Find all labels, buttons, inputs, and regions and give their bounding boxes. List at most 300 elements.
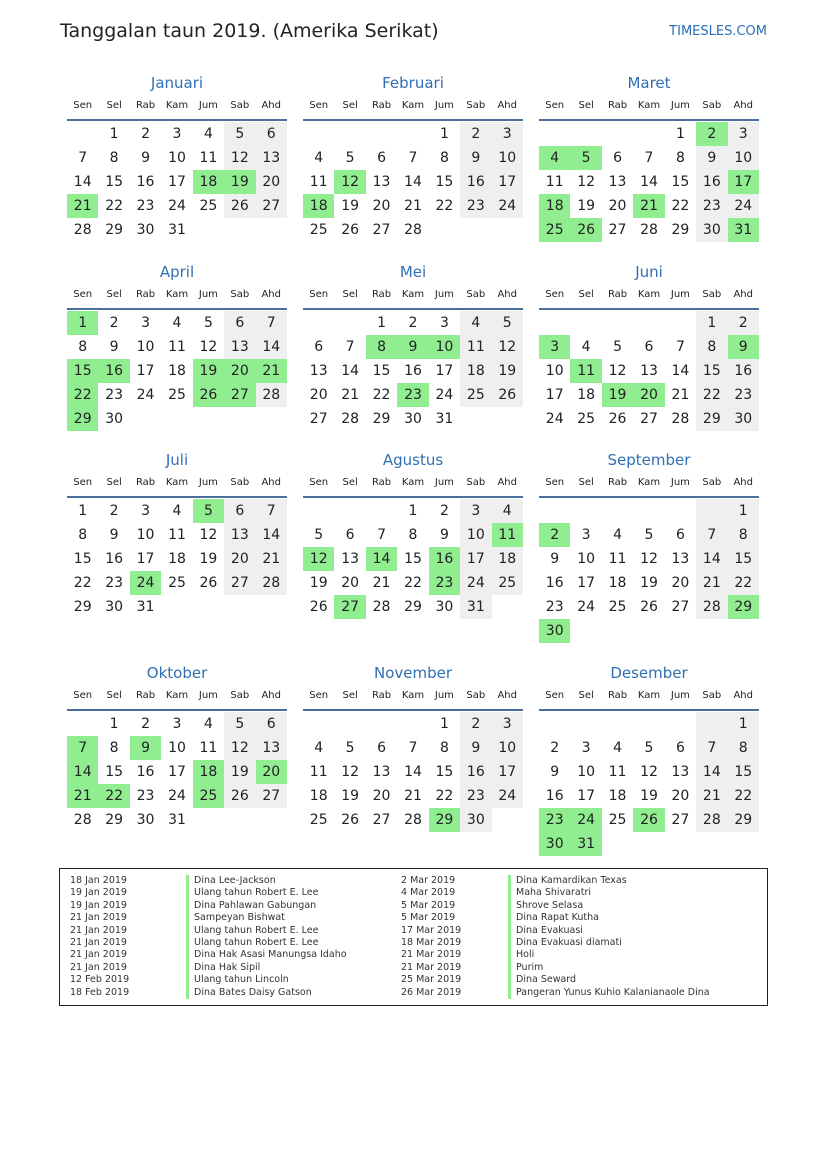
month-title: Februari	[382, 74, 444, 92]
day-cell: 16	[545, 575, 564, 591]
day-cell: 28	[696, 808, 727, 832]
empty-cell	[696, 619, 727, 643]
day-cell: 26	[309, 599, 328, 615]
day-grid	[539, 498, 759, 643]
day-cell: 24	[570, 808, 601, 832]
day-cell: 17	[435, 363, 454, 379]
day-cell: 15	[435, 764, 454, 780]
empty-cell	[602, 499, 633, 523]
weekday-label: Rab	[371, 100, 392, 111]
day-cell: 3	[172, 126, 182, 142]
day-cell: 18	[193, 760, 224, 784]
day-cell: 7	[256, 311, 287, 335]
day-cell: 7	[696, 736, 727, 760]
holiday-date: 19 Jan 2019	[70, 899, 127, 911]
weekday-label: Kam	[401, 477, 425, 488]
day-cell: 14	[640, 174, 658, 190]
day-cell: 25	[193, 784, 224, 808]
weekday-header	[539, 689, 759, 711]
day-cell: 13	[256, 146, 287, 170]
day-cell: 16	[460, 760, 491, 784]
day-cell: 7	[345, 339, 355, 355]
day-cell: 28	[404, 812, 422, 828]
day-cell: 14	[67, 760, 98, 784]
holiday-name: Dina Seward	[508, 974, 710, 986]
day-cell: 27	[608, 222, 627, 238]
weekday-label: Sen	[73, 477, 93, 488]
day-cell: 5	[193, 499, 224, 523]
day-cell: 24	[460, 571, 491, 595]
day-cell: 23	[460, 784, 491, 808]
holiday-name: Dina Hak Asasi Manungsa Idaho	[186, 949, 347, 961]
day-cell: 15	[671, 174, 690, 190]
empty-cell	[366, 122, 397, 146]
day-cell: 13	[224, 523, 255, 547]
day-cell: 1	[696, 311, 727, 335]
day-cell: 27	[671, 812, 690, 828]
day-cell: 16	[136, 764, 155, 780]
day-cell: 6	[345, 527, 355, 543]
day-cell: 7	[675, 339, 685, 355]
day-cell: 20	[256, 170, 287, 194]
day-cell: 2	[696, 122, 727, 146]
weekday-label: Ahd	[497, 100, 517, 111]
day-grid	[303, 310, 523, 431]
day-cell: 2	[539, 523, 570, 547]
day-cell: 25	[608, 812, 627, 828]
day-cell: 9	[550, 764, 560, 780]
day-cell: 15	[728, 760, 759, 784]
weekday-label: Ahd	[497, 289, 517, 300]
holiday-name: Sampeyan Bishwat	[186, 912, 347, 924]
weekday-header	[539, 99, 759, 121]
day-cell: 18	[168, 363, 186, 379]
day-cell: 8	[78, 527, 88, 543]
day-cell: 12	[492, 335, 523, 359]
day-cell: 25	[309, 812, 328, 828]
weekday-header	[67, 476, 287, 498]
holiday-name: Maha Shivaratri	[508, 887, 710, 899]
day-cell: 22	[671, 198, 690, 214]
day-cell: 2	[408, 315, 418, 331]
day-cell: 21	[341, 387, 360, 403]
day-grid	[539, 711, 759, 856]
day-cell: 5	[492, 311, 523, 335]
weekday-label: Sel	[106, 289, 122, 300]
day-cell: 16	[105, 551, 124, 567]
day-grid	[303, 711, 523, 832]
day-cell: 22	[67, 383, 98, 407]
weekday-label: Rab	[135, 477, 156, 488]
day-cell: 21	[404, 788, 422, 804]
day-cell: 28	[256, 383, 287, 407]
day-grid	[303, 121, 523, 242]
day-cell: 14	[366, 547, 397, 571]
day-cell: 7	[408, 740, 418, 756]
day-cell: 7	[408, 150, 418, 166]
empty-cell	[334, 712, 365, 736]
weekday-label: Sen	[309, 289, 329, 300]
day-cell: 30	[696, 218, 727, 242]
day-cell: 20	[372, 198, 391, 214]
day-cell: 1	[439, 126, 449, 142]
weekday-label: Sel	[342, 100, 358, 111]
day-cell: 3	[141, 315, 151, 331]
day-cell: 22	[696, 383, 727, 407]
weekday-label: Sab	[702, 289, 722, 300]
weekday-label: Sab	[466, 289, 486, 300]
day-cell: 19	[640, 788, 658, 804]
day-cell: 17	[492, 170, 523, 194]
weekday-header	[303, 99, 523, 121]
weekday-label: Rab	[135, 100, 156, 111]
empty-cell	[633, 712, 664, 736]
day-cell: 1	[728, 712, 759, 736]
holiday-name: Ulang tahun Robert E. Lee	[186, 925, 347, 937]
empty-cell	[366, 499, 397, 523]
day-cell: 22	[404, 575, 422, 591]
day-cell: 14	[696, 760, 727, 784]
weekday-header	[67, 689, 287, 711]
empty-cell	[570, 122, 601, 146]
weekday-label: Kam	[637, 100, 661, 111]
day-cell: 18	[608, 788, 627, 804]
weekday-label: Sen	[309, 100, 329, 111]
day-cell: 26	[341, 812, 360, 828]
empty-cell	[334, 311, 365, 335]
day-cell: 27	[671, 599, 690, 615]
day-cell: 26	[224, 194, 255, 218]
day-cell: 30	[136, 812, 155, 828]
empty-cell	[130, 407, 161, 431]
day-cell: 11	[199, 740, 218, 756]
month-april	[67, 262, 287, 431]
day-cell: 15	[728, 547, 759, 571]
day-cell: 24	[728, 194, 759, 218]
day-cell: 30	[136, 222, 155, 238]
month-agustus	[303, 450, 523, 619]
day-cell: 23	[696, 194, 727, 218]
month-desember	[539, 663, 759, 856]
day-cell: 31	[435, 411, 454, 427]
day-cell: 5	[613, 339, 623, 355]
site-link[interactable]: TIMESLES.COM	[669, 24, 767, 39]
empty-cell	[539, 499, 570, 523]
day-cell: 4	[460, 311, 491, 335]
empty-cell	[460, 218, 491, 242]
day-cell: 17	[136, 363, 155, 379]
day-cell: 29	[696, 407, 727, 431]
empty-cell	[665, 832, 696, 856]
empty-cell	[696, 832, 727, 856]
empty-cell	[602, 832, 633, 856]
day-cell: 16	[696, 170, 727, 194]
day-cell: 28	[696, 595, 727, 619]
day-cell: 25	[492, 571, 523, 595]
day-cell: 1	[408, 503, 418, 519]
weekday-label: Sel	[106, 690, 122, 701]
day-cell: 23	[136, 198, 155, 214]
page-title: Tanggalan taun 2019. (Amerika Serikat)	[60, 20, 439, 42]
day-cell: 4	[203, 126, 213, 142]
weekday-label: Kam	[165, 289, 189, 300]
empty-cell	[602, 712, 633, 736]
day-cell: 23	[105, 387, 124, 403]
day-cell: 23	[136, 788, 155, 804]
day-cell: 13	[309, 363, 328, 379]
day-cell: 11	[545, 174, 564, 190]
empty-cell	[161, 595, 192, 619]
day-cell: 26	[341, 222, 360, 238]
weekday-header	[539, 288, 759, 310]
month-title: Juli	[165, 451, 189, 469]
day-cell: 17	[577, 575, 596, 591]
month-title: April	[159, 263, 195, 281]
month-title: Maret	[627, 74, 671, 92]
month-title: Oktober	[146, 664, 208, 682]
weekday-label: Sen	[545, 100, 565, 111]
empty-cell	[256, 595, 287, 619]
day-cell: 10	[545, 363, 564, 379]
day-cell: 6	[377, 740, 387, 756]
day-cell: 3	[492, 712, 523, 736]
day-cell: 23	[545, 599, 564, 615]
day-cell: 16	[728, 359, 759, 383]
day-cell: 20	[372, 788, 391, 804]
empty-cell	[224, 808, 255, 832]
day-cell: 9	[460, 736, 491, 760]
day-cell: 3	[728, 122, 759, 146]
weekday-label: Kam	[165, 477, 189, 488]
day-cell: 10	[492, 736, 523, 760]
day-cell: 13	[671, 764, 690, 780]
month-title: Juni	[635, 263, 663, 281]
day-cell: 20	[671, 788, 690, 804]
day-cell: 12	[303, 547, 334, 571]
day-cell: 15	[404, 551, 422, 567]
day-cell: 29	[404, 599, 422, 615]
weekday-label: Kam	[401, 289, 425, 300]
day-grid	[303, 498, 523, 619]
day-cell: 19	[309, 575, 328, 591]
weekday-label: Rab	[371, 289, 392, 300]
holiday-name: Dina Lee-Jackson	[186, 875, 347, 887]
empty-cell	[665, 712, 696, 736]
day-cell: 9	[141, 150, 151, 166]
weekday-label: Jum	[198, 289, 218, 300]
day-cell: 12	[577, 174, 596, 190]
weekday-header	[539, 476, 759, 498]
day-cell: 1	[67, 311, 98, 335]
month-februari	[303, 73, 523, 242]
day-cell: 9	[109, 339, 119, 355]
day-cell: 25	[608, 599, 627, 615]
day-cell: 5	[570, 146, 601, 170]
weekday-label: Jum	[434, 690, 454, 701]
empty-cell	[728, 619, 759, 643]
empty-cell	[633, 499, 664, 523]
day-cell: 26	[199, 575, 218, 591]
day-cell: 18	[608, 575, 627, 591]
day-cell: 10	[168, 740, 186, 756]
month-title: November	[373, 664, 453, 682]
day-cell: 26	[633, 808, 664, 832]
weekday-label: Sel	[578, 100, 594, 111]
day-cell: 26	[193, 383, 224, 407]
weekday-header	[67, 99, 287, 121]
holiday-date: 5 Mar 2019	[401, 899, 456, 911]
day-cell: 2	[141, 716, 151, 732]
holiday-date: 18 Feb 2019	[70, 986, 130, 998]
day-cell: 11	[199, 150, 218, 166]
day-cell: 2	[550, 740, 560, 756]
day-cell: 25	[460, 383, 491, 407]
weekday-label: Sab	[702, 690, 722, 701]
weekday-label: Sel	[106, 100, 122, 111]
day-cell: 17	[168, 174, 186, 190]
month-oktober	[67, 663, 287, 832]
day-cell: 1	[728, 499, 759, 523]
empty-cell	[256, 407, 287, 431]
weekday-label: Jum	[670, 289, 690, 300]
day-cell: 10	[577, 764, 596, 780]
weekday-label: Jum	[198, 100, 218, 111]
day-cell: 31	[168, 812, 186, 828]
day-cell: 15	[105, 174, 124, 190]
day-cell: 28	[640, 222, 658, 238]
day-cell: 25	[539, 218, 570, 242]
day-cell: 16	[460, 170, 491, 194]
day-cell: 5	[345, 740, 355, 756]
weekday-label: Sen	[73, 100, 93, 111]
day-cell: 8	[675, 150, 685, 166]
day-cell: 14	[404, 764, 422, 780]
holiday-date: 21 Mar 2019	[401, 961, 462, 973]
day-cell: 23	[429, 571, 460, 595]
empty-cell	[665, 311, 696, 335]
holiday-date: 2 Mar 2019	[401, 875, 456, 886]
weekday-label: Rab	[607, 477, 628, 488]
day-cell: 25	[577, 411, 596, 427]
day-cell: 5	[203, 315, 213, 331]
day-grid	[67, 498, 287, 619]
day-cell: 25	[168, 387, 186, 403]
day-cell: 19	[224, 170, 255, 194]
weekday-label: Sel	[342, 289, 358, 300]
weekday-header	[67, 288, 287, 310]
day-cell: 26	[570, 218, 601, 242]
empty-cell	[602, 122, 633, 146]
day-cell: 6	[377, 150, 387, 166]
empty-cell	[224, 218, 255, 242]
holiday-date: 19 Jan 2019	[70, 887, 127, 899]
day-cell: 19	[199, 551, 218, 567]
empty-cell	[602, 311, 633, 335]
empty-cell	[224, 407, 255, 431]
day-cell: 20	[256, 760, 287, 784]
day-cell: 14	[256, 335, 287, 359]
day-cell: 22	[105, 198, 124, 214]
day-cell: 22	[98, 784, 129, 808]
month-juli	[67, 450, 287, 619]
day-cell: 14	[696, 547, 727, 571]
weekday-label: Sab	[702, 100, 722, 111]
day-cell: 18	[303, 194, 334, 218]
day-cell: 24	[577, 599, 596, 615]
holiday-date: 5 Mar 2019	[401, 912, 456, 924]
weekday-label: Ahd	[733, 289, 753, 300]
day-cell: 26	[640, 599, 658, 615]
day-cell: 19	[193, 359, 224, 383]
day-cell: 30	[539, 832, 570, 856]
day-cell: 12	[334, 170, 365, 194]
weekday-label: Rab	[135, 690, 156, 701]
day-cell: 13	[256, 736, 287, 760]
weekday-label: Sel	[342, 690, 358, 701]
weekday-label: Rab	[371, 690, 392, 701]
holiday-date: 21 Jan 2019	[70, 924, 127, 936]
day-grid	[67, 310, 287, 431]
empty-cell	[193, 595, 224, 619]
weekday-header	[303, 288, 523, 310]
empty-cell	[67, 712, 98, 736]
day-cell: 18	[577, 387, 596, 403]
day-cell: 21	[633, 194, 664, 218]
holiday-date: 21 Jan 2019	[70, 961, 127, 973]
empty-cell	[665, 619, 696, 643]
day-cell: 19	[577, 198, 596, 214]
day-cell: 10	[136, 527, 155, 543]
month-november	[303, 663, 523, 832]
day-cell: 31	[460, 595, 491, 619]
day-cell: 5	[224, 122, 255, 146]
day-cell: 28	[256, 571, 287, 595]
day-cell: 12	[640, 551, 658, 567]
day-grid	[67, 711, 287, 832]
day-cell: 30	[539, 619, 570, 643]
month-mei	[303, 262, 523, 431]
empty-cell	[193, 407, 224, 431]
day-cell: 2	[439, 503, 449, 519]
day-cell: 10	[577, 551, 596, 567]
weekday-label: Ahd	[261, 477, 281, 488]
holiday-date: 12 Feb 2019	[70, 974, 130, 986]
day-grid	[67, 121, 287, 242]
day-cell: 2	[728, 311, 759, 335]
holiday-name: Dina Kamardikan Texas	[508, 875, 710, 887]
day-cell: 27	[309, 411, 328, 427]
day-cell: 3	[581, 527, 591, 543]
month-maret	[539, 73, 759, 242]
day-cell: 19	[341, 788, 360, 804]
weekday-label: Sab	[230, 690, 250, 701]
empty-cell	[570, 311, 601, 335]
weekday-label: Sen	[309, 690, 329, 701]
weekday-label: Sab	[230, 289, 250, 300]
day-cell: 25	[168, 575, 186, 591]
day-cell: 8	[109, 150, 119, 166]
day-cell: 22	[728, 784, 759, 808]
weekday-label: Jum	[434, 100, 454, 111]
day-cell: 5	[644, 740, 654, 756]
day-cell: 1	[78, 503, 88, 519]
day-cell: 19	[492, 359, 523, 383]
weekday-label: Ahd	[261, 289, 281, 300]
day-cell: 29	[429, 808, 460, 832]
empty-cell	[492, 595, 523, 619]
day-cell: 16	[545, 788, 564, 804]
day-cell: 8	[439, 740, 449, 756]
